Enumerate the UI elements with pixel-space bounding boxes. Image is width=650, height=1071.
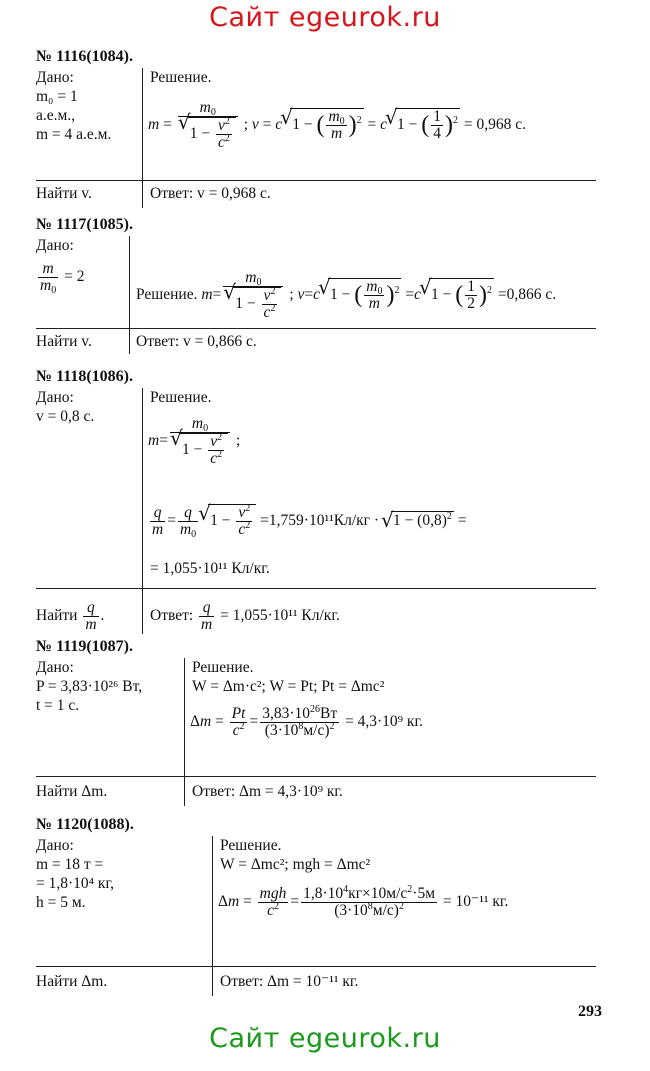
- solution-label: Решение.: [220, 837, 282, 854]
- find-label: Найти Δm.: [36, 973, 108, 990]
- given-label: Дано:: [36, 659, 74, 676]
- formula-line: W = Δm·c²; W = Pt; Pt = Δmc²: [192, 678, 385, 695]
- answer: Ответ: $\frac{q}{m}$ = 1,055·10¹¹ Кл/кг.: [150, 599, 340, 633]
- find-label: Найти Δm.: [36, 783, 108, 800]
- problem-1116: [36, 46, 596, 208]
- site-watermark-top: Сайт egeurok.ru: [209, 2, 441, 33]
- find-label: Найти v.: [36, 185, 92, 202]
- answer: Ответ: v = 0,866 с.: [136, 333, 257, 350]
- solution-label: Решение.: [136, 286, 198, 304]
- formula-line: =1,759·10¹¹Кл/кг ·: [260, 512, 380, 530]
- formula: Решение. m= $m_0$ √ 1 − $\frac{v^2}{c^2}$ ; v=c√ 1 − ( $\frac{m_0}{m}$ )$^2$ =c√ 1 − ( $\frac{1}{2}$ )$^2$ =0,866 с.: [136, 270, 556, 321]
- given-block: [36, 388, 94, 426]
- table-divider: [36, 588, 596, 589]
- formula-result: = 10⁻¹¹ кг.: [442, 893, 509, 911]
- given-label: Дано:: [36, 837, 74, 854]
- given-line: m = 18 т =: [36, 856, 104, 873]
- find-label: Найти $\frac{q}{m}$ .: [36, 599, 105, 633]
- table-divider: [36, 180, 596, 181]
- given-block: [36, 836, 114, 912]
- table-divider: [36, 966, 596, 967]
- given-label: Дано:: [36, 69, 74, 86]
- solution-label: Решение.: [150, 69, 212, 86]
- table-divider: [142, 68, 143, 208]
- formula-result: = 4,3·10⁹ кг.: [345, 713, 423, 731]
- problem-1120: [36, 814, 596, 996]
- formula: m= $m_0$ √ 1 − $\frac{v^2}{c^2}$ ;: [148, 416, 240, 467]
- answer: Ответ: v = 0,968 с.: [150, 185, 271, 202]
- problem-number: № 1118(1086).: [36, 368, 133, 385]
- given-line: m₀ = 1: [36, 88, 78, 105]
- given-block: [36, 68, 111, 144]
- given-label: Дано:: [36, 237, 74, 254]
- problem-1117: [36, 214, 596, 354]
- formula-result: =0,866 с.: [497, 286, 557, 304]
- given-line: = 1,8·10⁴ кг,: [36, 875, 114, 892]
- formula: Δm = $\frac{\text{mgh}}{c^2}$ = $\frac{1,8\cdot 10^4кг\times 10м/с^2\cdot 5м}{(3\cdot 10^8м/с)^2}$ = 10⁻¹¹ кг.: [218, 884, 509, 919]
- given-line: m = 4 а.е.м.: [36, 126, 112, 143]
- given-line: t = 1 с.: [36, 697, 80, 714]
- problem-number: № 1116(1084).: [36, 48, 133, 65]
- answer: Ответ: Δm = 4,3·10⁹ кг.: [192, 783, 343, 800]
- given-line: а.е.м.,: [36, 107, 76, 124]
- formula-line: = 1,055·10¹¹ Кл/кг.: [150, 560, 270, 577]
- problem-number: № 1117(1085).: [36, 216, 133, 233]
- table-divider: [36, 776, 596, 777]
- table-divider: [129, 236, 130, 354]
- formula: Δm = $\frac{Pt}{c^2}$ = $\frac{3,83\cdot 10^{26}Вт}{(3\cdot 10^8м/с)^2}$ = 4,3·10⁹ кг.: [190, 704, 423, 739]
- given-line: h = 5 м.: [36, 894, 86, 911]
- problem-number: № 1119(1087).: [36, 638, 133, 655]
- site-watermark-bottom: Сайт egeurok.ru: [209, 1023, 441, 1054]
- table-divider: [184, 658, 185, 806]
- given-line: = 2: [64, 268, 85, 286]
- table-divider: [36, 328, 596, 329]
- table-divider: [212, 836, 213, 996]
- given-block: [36, 658, 142, 715]
- solution-label: Решение.: [192, 659, 254, 676]
- given-line: v = 0,8 с.: [36, 408, 95, 425]
- problem-1118: [36, 366, 596, 634]
- formula-line: W = Δmc²; mgh = Δmc²: [220, 856, 371, 873]
- given-block: Дано: $\frac{m}{m_0}$ = 2: [36, 237, 85, 296]
- given-label: Дано:: [36, 389, 74, 406]
- answer: Ответ: Δm = 10⁻¹¹ кг.: [220, 973, 359, 990]
- problem-number: № 1120(1088).: [36, 816, 134, 833]
- formula-result: = 0,968 с.: [463, 116, 527, 134]
- find-label: Найти v.: [36, 333, 92, 350]
- formula: m = $m_0$ √ 1 − $\frac{v^2}{c^2}$ ; v = c√ 1 − ( $\frac{m_0}{m}$ )$^2$ = c√ 1 − ( $\frac{1}{4}$ )$^2$ = 0,968 с.: [148, 100, 526, 151]
- solution-label: Решение.: [150, 389, 212, 406]
- table-divider: [142, 388, 143, 634]
- formula: $\frac{q}{m}$ = $\frac{q}{m_0}$ √ 1 − $\frac{v^2}{c^2}$ =1,759·10¹¹Кл/кг · √ $1 - (0,8)^2$ =: [148, 504, 467, 538]
- given-line: P = 3,83·10²⁶ Вт,: [36, 678, 143, 695]
- problem-1119: [36, 636, 596, 806]
- page-number: 293: [578, 1003, 602, 1020]
